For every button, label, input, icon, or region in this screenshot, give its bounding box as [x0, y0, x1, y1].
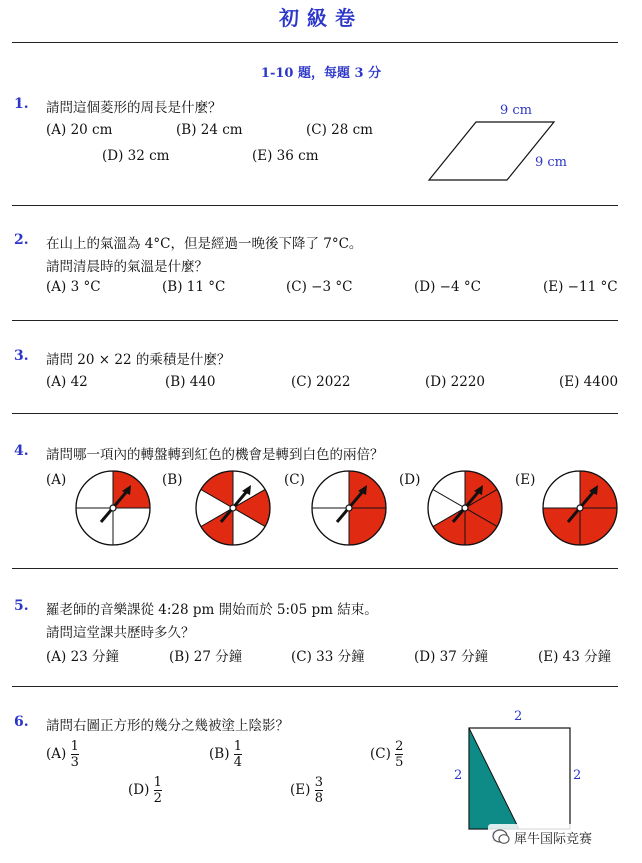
paper-title: 初級卷 — [279, 6, 363, 30]
option-a[interactable]: (A) — [46, 472, 67, 488]
question-number: 3. — [14, 348, 29, 364]
question-number: 1. — [14, 96, 29, 112]
rhombus-side-label: 9 cm — [535, 155, 568, 170]
option-d[interactable]: (D) 2220 — [425, 374, 486, 390]
option-e[interactable]: (E) 36 cm — [252, 148, 319, 164]
option-b[interactable]: (B) — [162, 472, 183, 488]
question-number: 4. — [14, 443, 29, 459]
question-text-line1: 在山上的氣溫為 4°C，但是經過一晚後下降了 7°C。 — [46, 236, 363, 252]
question-number: 6. — [14, 714, 29, 730]
section-heading: 1-10 題，每題 3 分 — [260, 66, 382, 81]
option-d[interactable]: (D) — [399, 472, 421, 488]
option-b[interactable]: (B) 440 — [165, 374, 216, 390]
option-b[interactable]: (B) 27 分鐘 — [169, 649, 243, 665]
option-e[interactable]: (E) 43 分鐘 — [538, 649, 612, 665]
square-left-label: 2 — [454, 768, 463, 783]
spinner-row — [0, 462, 642, 562]
spinner-hub — [462, 505, 468, 511]
option-a[interactable]: (A) $\frac{1}{3}$ — [46, 739, 79, 770]
option-c[interactable]: (C) — [284, 472, 305, 488]
option-d[interactable]: (D) −4 °C — [414, 279, 481, 295]
option-c[interactable]: (C) $\frac{2}{5}$ — [370, 739, 404, 770]
option-b[interactable]: (B) 24 cm — [176, 122, 243, 138]
option-d[interactable]: (D) 37 分鐘 — [414, 649, 489, 665]
option-e[interactable]: (E) −11 °C — [543, 279, 618, 295]
question-text-line1: 羅老師的音樂課從 4:28 pm 開始而於 5:05 pm 結束。 — [46, 602, 378, 618]
question-text-line2: 請問這堂課共歷時多久？ — [46, 625, 195, 641]
option-e[interactable]: (E) 4400 — [559, 374, 619, 390]
option-e[interactable]: (E) $\frac{3}{8}$ — [290, 775, 323, 806]
question-text: 請問右圖正方形的幾分之幾被塗上陰影？ — [46, 718, 289, 734]
question-text: 請問 20 × 22 的乘積是什麼？ — [46, 352, 231, 368]
watermark: 犀牛国际竞赛 — [488, 824, 638, 850]
square-right-label: 2 — [573, 768, 582, 783]
option-c[interactable]: (C) 2022 — [291, 374, 351, 390]
question-text: 請問哪一項內的轉盤轉到紅色的機會是轉到白色的兩倍？ — [46, 447, 384, 463]
question-text-line2: 請問清晨時的氣溫是什麼？ — [46, 259, 208, 275]
divider — [12, 320, 618, 321]
option-e[interactable]: (E) — [515, 472, 536, 488]
question-text: 請問這個菱形的周長是什麼？ — [46, 100, 222, 116]
divider — [12, 42, 618, 43]
option-b[interactable]: (B) 11 °C — [162, 279, 226, 295]
question-number: 2. — [14, 232, 29, 248]
option-c[interactable]: (C) −3 °C — [286, 279, 353, 295]
spinner-hub — [110, 505, 116, 511]
spinner-hub — [230, 505, 236, 511]
divider — [12, 205, 618, 206]
option-c[interactable]: (C) 28 cm — [306, 122, 373, 138]
wechat-icon — [492, 828, 510, 846]
rhombus-top-label: 9 cm — [500, 103, 533, 118]
option-d[interactable]: (D) 32 cm — [102, 148, 170, 164]
option-b[interactable]: (B) $\frac{1}{4}$ — [209, 739, 243, 770]
question-number: 5. — [14, 598, 29, 614]
spinner-hub — [346, 505, 352, 511]
option-c[interactable]: (C) 33 分鐘 — [291, 649, 365, 665]
divider — [12, 686, 618, 687]
divider — [12, 568, 618, 569]
option-a[interactable]: (A) 20 cm — [46, 122, 113, 138]
option-a[interactable]: (A) 23 分鐘 — [46, 649, 120, 665]
divider — [12, 413, 618, 414]
rhombus-figure — [420, 112, 570, 184]
square-figure — [460, 720, 580, 832]
square-top-label: 2 — [514, 709, 523, 724]
option-d[interactable]: (D) $\frac{1}{2}$ — [128, 775, 162, 806]
option-a[interactable]: (A) 3 °C — [46, 279, 101, 295]
option-a[interactable]: (A) 42 — [46, 374, 88, 390]
spinner-hub — [577, 505, 583, 511]
